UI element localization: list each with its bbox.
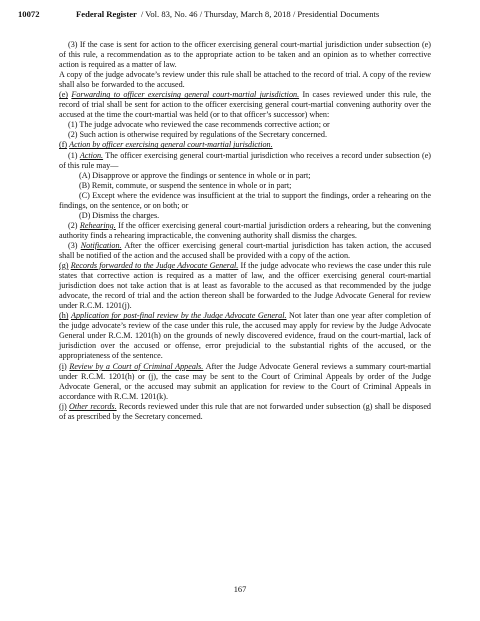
- paragraph: (2) Such action is otherwise required by regulations of the Secretary concerned.: [68, 130, 328, 140]
- publication-details: / Vol. 83, No. 46 / Thursday, March 8, 2018 / Presidential Documents: [140, 9, 380, 19]
- document-body: [59, 40, 431, 422]
- publication-name: Federal Register: [76, 9, 137, 19]
- section-i: (i) Review by a Court of Criminal Appeals. After the Judge Advocate General reviews a summary court-martial under R.C.M. 1201(h) or (j), the case may be sent to the Court of Criminal Appeals by order of the Judge Advocate General, or the accused may submit an application for review to the Court of Criminal Appeals in accordance with R.C.M. 1201(k).: [59, 361, 431, 401]
- footer-page-number: 167: [233, 585, 247, 594]
- paragraph: (3) If the case is sent for action to the officer exercising general court-martial jurisdiction under subsection (e) of this rule, a recommendation as to the appropriate action to be taken and an opinion as to whether corrective action is required as a matter of law.: [59, 40, 431, 70]
- section-f-3: (3) Notification. After the officer exercising general court-martial jurisdiction has taken action, the accused shall be notified of the action and the accused shall be provided with a copy of the action.: [59, 240, 432, 260]
- section-f: (f) Action by officer exercising general court-martial jurisdiction.: [59, 140, 273, 150]
- section-h: (h) Application for post-final review by the Judge Advocate General. Not later than one year after completion of the judge advocate’s review of the case under this rule, the accused may apply for review by the Judge Advocate General under R.C.M. 1201(h) on the grounds of newly discovered evidence, fraud on the court-martial, lack of jurisdiction over the accused or offense, error prejudicial to the substantial rights of the accused, or the appropriateness of the sentence.: [59, 311, 431, 361]
- section-g: (g) Records forwarded to the Judge Advocate General. If the judge advocate who reviews the case under this rule states that corrective action is required as a matter of law, and the officer exercising general court-martial jurisdiction does not take action that is at least as favorable to the accused as that recommended by the judge advocate, the record of trial and the action thereon shall be forwarded to the Judge Advocate General for review under R.C.M. 1201(j).: [59, 261, 432, 311]
- paragraph: (C) Except where the evidence was insufficient at the trial to support the findings, order a rehearing on the findings, on the sentence, or on both; or: [59, 190, 431, 210]
- page-header: [18, 9, 462, 21]
- paragraph: (B) Remit, commute, or suspend the sentence in whole or in part;: [79, 180, 292, 190]
- paragraph: (1) The judge advocate who reviewed the case recommends corrective action; or: [68, 120, 330, 130]
- page-number: 10072: [18, 9, 40, 19]
- section-j: (j) Other records. Records reviewed under this rule that are not forwarded under subsection (g) shall be disposed of as prescribed by the Secretary concerned.: [59, 401, 431, 421]
- section-e: (e) Forwarding to officer exercising general court-martial jurisdiction. In cases reviewed under this rule, the record of trial shall be sent for action to the officer exercising general court-martial convening authority over the accused at the time the court-martial was held (or to that officer’s successor) when:: [59, 90, 431, 120]
- paragraph: (D) Dismiss the charges.: [79, 210, 160, 220]
- section-f-1: (1) Action. The officer exercising general court-martial jurisdiction who receives a record under subsection (e) of this rule may—: [59, 150, 432, 170]
- section-f-2: (2) Rehearing. If the officer exercising general court-martial jurisdiction orders a rehearing, but the convening authority finds a rehearing impracticable, the convening authority shall dismiss the charges.: [59, 220, 432, 240]
- paragraph: A copy of the judge advocate’s review under this rule shall be attached to the record of trial. A copy of the review shall also be forwarded to the accused.: [59, 70, 431, 90]
- paragraph: (A) Disapprove or approve the findings or sentence in whole or in part;: [79, 170, 311, 180]
